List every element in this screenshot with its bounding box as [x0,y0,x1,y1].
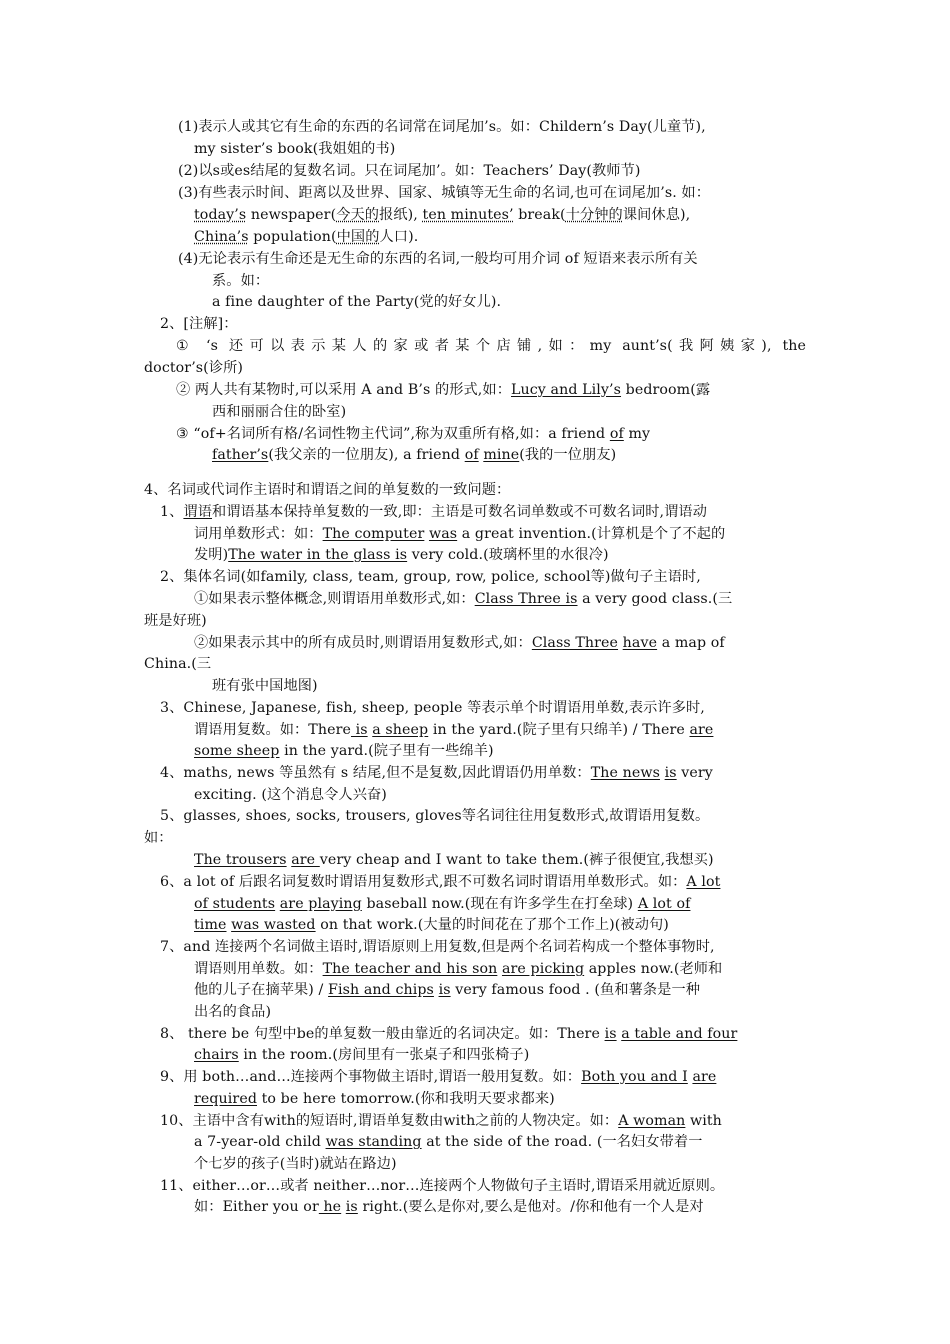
rule-4-example: a fine daughter of the Party(党的好女儿). [212,294,502,310]
item-10-line-1: 10、主语中含有with的短语时,谓语单复数由with之前的人物决定。如：A woman with [160,1113,722,1129]
item-6-line-2: of students are playing baseball now.(现在有许多学生在打垒球) A lot of [194,896,691,912]
rule-3-line-2: today’s newspaper(今天的报纸), ten minutes’ break(十分钟的课间休息), [194,207,691,223]
rule-1-line-1: (1)表示人或其它有生命的东西的名词常在词尾加’s。如：Childern’s Day(儿童节), [178,119,706,135]
item-6-line-3: time was wasted on that work.(大量的时间花在了那个工作上)(被动句) [194,917,669,933]
rule-4-line-2: 系。如： [212,273,270,289]
item-7-line-2: 谓语则用单数。如：The teacher and his son are picking apples now.(老师和 [194,961,723,977]
item-5-line-1: 5、glasses, shoes, socks, trousers, gloves等名词往往用复数形式,故谓语用复数。 [160,808,710,824]
rule-1-line-2: my sister’s book(我姐姐的书) [194,141,396,157]
rule-3-line-1: (3)有些表示时间、距离以及世界、国家、城镇等无生命的名词,也可在词尾加’s. 如： [178,185,710,201]
item-1-line-3: 发明)The water in the glass is very cold.(玻璃杯里的水很冷) [194,547,609,563]
item-5-line-2: 如： [144,830,173,846]
item-3-line-3: some sheep in the yard.(院子里有一些绵羊) [194,743,494,759]
note-1-line-1: ① ‘s 还可以表示某人的家或者某个店铺,如：my aunt’s(我阿姨家), the [176,338,806,354]
item-9-line-2: required to be here tomorrow.(你和我明天要求都来) [194,1091,555,1107]
item-7-line-3: 他的儿子在摘苹果) / Fish and chips is very famous food . (鱼和薯条是一种 [194,982,701,998]
note-1-line-2: doctor’s(诊所) [144,360,244,376]
note-2-line-1: ② 两人共有某物时,可以采用 A and B’s 的形式,如：Lucy and Lily’s bedroom(露 [176,382,711,398]
note-3-line-2: father’s(我父亲的一位朋友), a friend of mine(我的一位朋友) [212,447,617,463]
item-10-line-2: a 7-year-old child was standing at the side of the road. (一名妇女带着一 [194,1134,703,1150]
item-2-line-1: 2、集体名词(如family, class, team, group, row, police, school等)做句子主语时, [160,569,701,585]
item-2-line-4: ②如果表示其中的所有成员时,则谓语用复数形式,如：Class Three have a map of [194,635,725,651]
item-7-line-4: 出名的食品) [194,1004,272,1020]
item-2-line-3: 班是好班) [144,613,207,629]
item-1-line-2: 词用单数形式：如：The computer was a great invention.(计算机是个了不起的 [194,526,726,542]
notes-heading: 2、[注解]： [160,316,238,332]
note-2-line-2: 西和丽丽合住的卧室) [212,404,347,420]
section-4-heading: 4、名词或代词作主语时和谓语之间的单复数的一致问题： [144,482,511,498]
item-3-line-2: 谓语用复数。如：There is a sheep in the yard.(院子里有只绵羊) / There are [194,722,714,738]
item-6-line-1: 6、a lot of 后跟名词复数时谓语用复数形式,跟不可数名词时谓语用单数形式。如：A lot [160,874,721,890]
item-8-line-2: chairs in the room.(房间里有一张桌子和四张椅子) [194,1047,530,1063]
item-8-line-1: 8、 there be 句型中be的单复数一般由靠近的名词决定。如：There is a table and four [160,1026,738,1042]
item-2-line-2: ①如果表示整体概念,则谓语用单数形式,如：Class Three is a very good class.(三 [194,591,733,607]
rule-3-line-3: China’s population(中国的人口). [194,229,419,245]
item-4-line-2: exciting. (这个消息令人兴奋) [194,787,387,803]
rule-4-line-1: (4)无论表示有生命还是无生命的东西的名词,一般均可用介词 of 短语来表示所有关 [178,251,698,267]
note-3-line-1: ③ “of+名词所有格/名词性物主代词”,称为双重所有格,如：a friend of my [176,426,651,442]
item-5-line-3: The trousers are very cheap and I want to take them.(裤子很便宜,我想买) [194,852,714,868]
item-11-line-2: 如：Either you or he is right.(要么是你对,要么是他对。/你和他有一个人是对 [194,1199,704,1215]
item-11-line-1: 11、either…or…或者 neither…nor…连接两个人物做句子主语时,谓语采用就近原则。 [160,1178,725,1194]
rule-2-line: (2)以s或es结尾的复数名词。只在词尾加’。如：Teachers’ Day(教师节) [178,163,641,179]
item-9-line-1: 9、用 both…and…连接两个事物做主语时,谓语一般用复数。如：Both you and I are [160,1069,717,1085]
item-2-line-5: China.(三 [144,656,212,672]
item-10-line-3: 个七岁的孩子(当时)就站在路边) [194,1156,397,1172]
item-2-line-6: 班有张中国地图) [212,678,318,694]
item-1-line-1: 1、谓语和谓语基本保持单复数的一致,即：主语是可数名词单数或不可数名词时,谓语动 [160,504,707,520]
item-7-line-1: 7、and 连接两个名词做主语时,谓语原则上用复数,但是两个名词若构成一个整体事物时, [160,939,715,955]
item-3-line-1: 3、Chinese, Japanese, fish, sheep, people 等表示单个时谓语用单数,表示许多时, [160,700,705,716]
item-4-line-1: 4、maths, news 等虽然有 s 结尾,但不是复数,因此谓语仍用单数：The news is very [160,765,713,781]
